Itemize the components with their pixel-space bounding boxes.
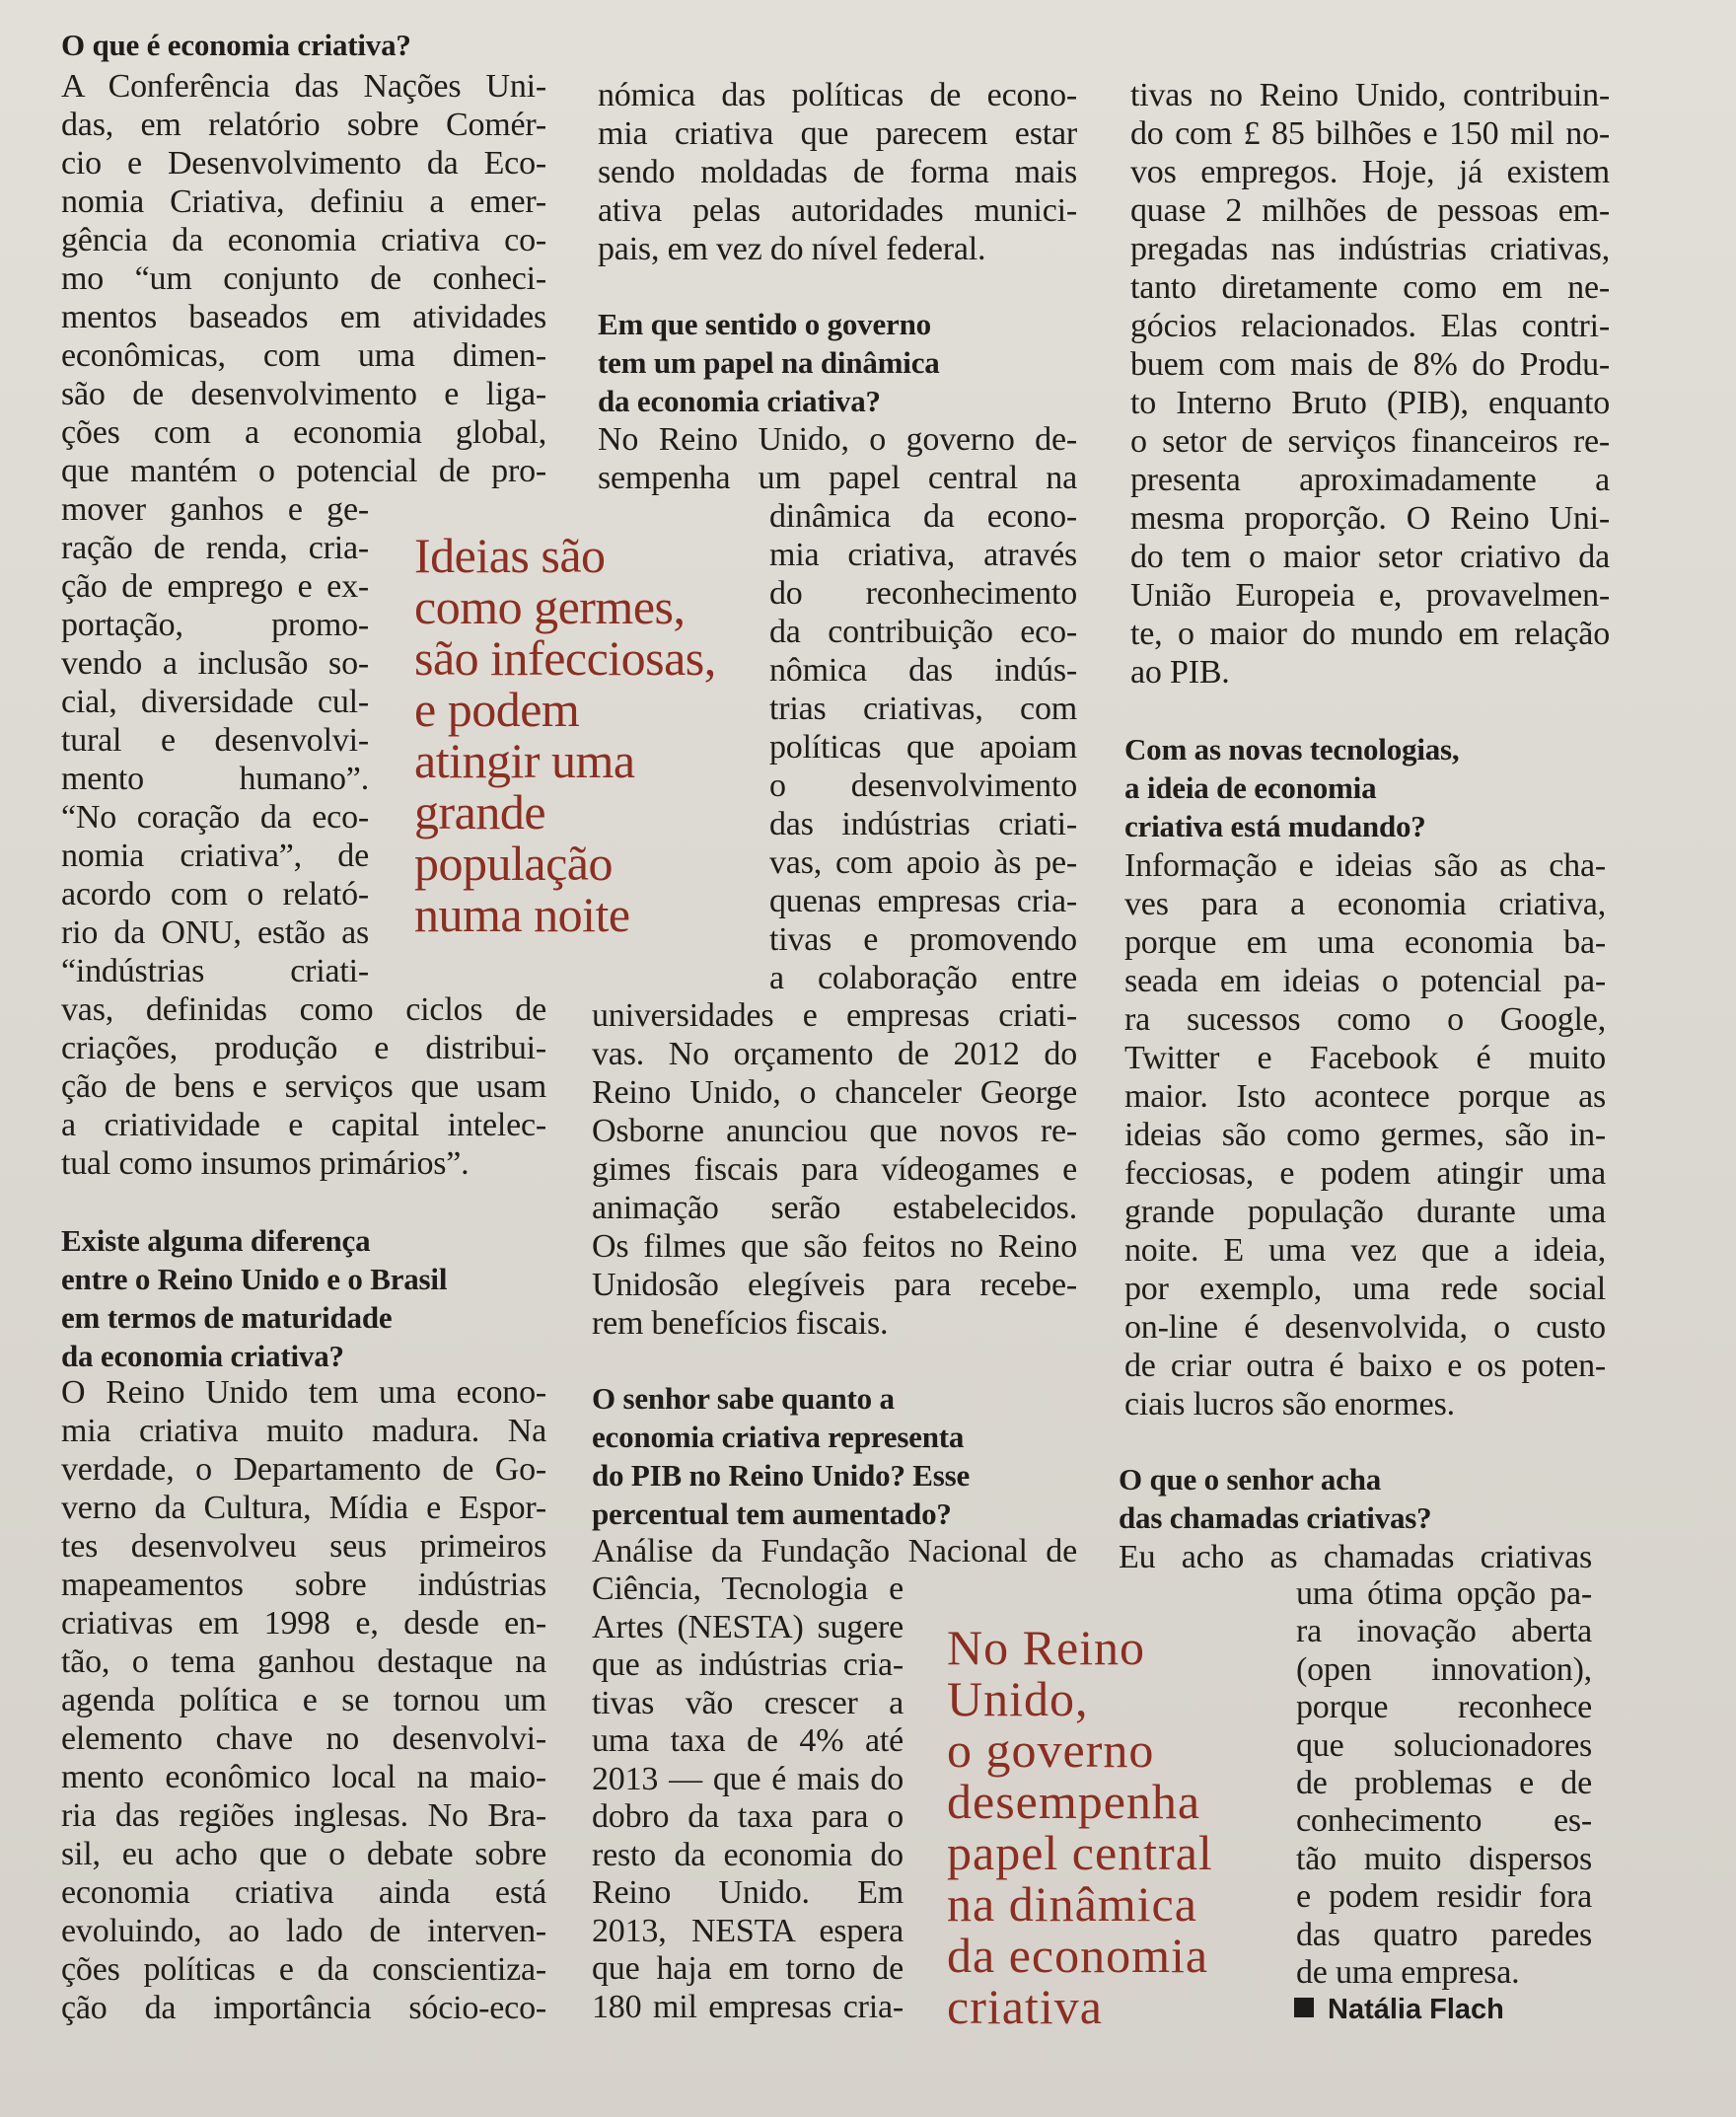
text-line: políticas que apoiam	[769, 729, 1077, 766]
square-bullet-icon	[1294, 1998, 1314, 2017]
text-line: gócios relacionados. Elas contri-	[1130, 308, 1610, 344]
pull-quote-line: o governo	[947, 1722, 1155, 1778]
text-line: O Reino Unido tem uma econo-	[61, 1374, 546, 1411]
text-line: trias criativas, com	[769, 691, 1077, 727]
text-line: buem com mais de 8% do Produ-	[1130, 346, 1610, 383]
text-line: do tem o maior setor criativo da	[1130, 539, 1610, 575]
text-line: das indústrias criati-	[769, 806, 1077, 842]
text-line: são de desenvolvimento e liga-	[61, 376, 546, 412]
text-line: cio e Desenvolvimento da Eco-	[61, 145, 546, 182]
text-line: ves para a economia criativa,	[1124, 886, 1606, 922]
text-line: de criar outra é baixo e os poten-	[1124, 1348, 1606, 1384]
text-line: Os filmes que são feitos no Reino	[592, 1228, 1077, 1265]
question-heading: a ideia de economia	[1124, 770, 1377, 805]
text-line: ções políticas e da conscientiza-	[61, 1951, 546, 1988]
text-line: o desenvolvimento	[769, 767, 1077, 804]
text-line: ciais lucros são enormes.	[1124, 1386, 1455, 1423]
question-heading: percentual tem aumentado?	[592, 1496, 952, 1531]
text-line: tão muito dispersos	[1296, 1840, 1592, 1877]
text-line: tão, o tema ganhou destaque na	[61, 1643, 546, 1680]
text-line: sendo moldadas de forma mais	[598, 154, 1077, 190]
pull-quote-line: na dinâmica	[947, 1876, 1197, 1932]
question-heading: tem um papel na dinâmica	[598, 345, 940, 380]
text-line: porque reconhece	[1296, 1689, 1592, 1726]
text-line: quenas empresas cria-	[769, 883, 1077, 919]
text-line: dobro da taxa para o	[592, 1798, 904, 1835]
text-line: 2013 — que é mais do	[592, 1760, 904, 1797]
pull-quote-line: população	[414, 836, 613, 891]
question-heading: das chamadas criativas?	[1119, 1500, 1432, 1535]
pull-quote-line: grande	[414, 784, 546, 840]
text-line: tural e desenvolvi-	[61, 722, 369, 759]
question-heading: economia criativa representa	[592, 1420, 965, 1454]
text-line: ção de emprego e ex-	[61, 568, 369, 605]
pull-quote-line: desempenha	[947, 1774, 1201, 1829]
text-line: “indústrias criati-	[61, 953, 369, 989]
text-line: evoluindo, ao lado de interven-	[61, 1913, 546, 1949]
text-line: Ciência, Tecnologia e	[592, 1570, 904, 1607]
text-line: Reino Unido. Em	[592, 1874, 904, 1911]
text-line: te, o maior do mundo em relação	[1130, 616, 1610, 652]
text-line: vas. No orçamento de 2012 do	[592, 1036, 1077, 1072]
pull-quote-line: Ideias são	[414, 528, 606, 583]
text-line: econômicas, com uma dimen-	[61, 337, 546, 374]
text-line: animação serão estabelecidos.	[592, 1190, 1077, 1226]
pull-quote-line: atingir uma	[414, 733, 635, 788]
text-line: que solucionadores	[1296, 1726, 1592, 1764]
text-line: uma taxa de 4% até	[592, 1722, 904, 1759]
pull-quote-line: Unido,	[947, 1671, 1089, 1726]
text-line: rem benefícios fiscais.	[592, 1305, 889, 1342]
text-line: do reconhecimento	[769, 575, 1077, 612]
text-line: ativa pelas autoridades munici-	[598, 192, 1077, 229]
text-line: mentos baseados em atividades	[61, 299, 546, 335]
text-line: vas, com apoio às pe-	[769, 844, 1077, 881]
text-line: portação, promo-	[61, 607, 369, 643]
text-line: vas, definidas como ciclos de	[61, 991, 546, 1028]
text-line: da contribuição eco-	[769, 614, 1077, 650]
byline	[1294, 1993, 1504, 2026]
text-line: universidades e empresas criati-	[592, 997, 1077, 1034]
question-heading: Existe alguma diferença	[61, 1223, 371, 1258]
text-line: e podem residir fora	[1296, 1878, 1592, 1916]
text-line: verno da Cultura, Mídia e Espor-	[61, 1490, 546, 1526]
text-line: ideias são como germes, são in-	[1124, 1117, 1606, 1153]
text-line: seada em ideias o potencial pa-	[1124, 963, 1606, 999]
text-line: elemento chave no desenvolvi-	[61, 1720, 546, 1757]
text-line: 180 mil empresas cria-	[592, 1988, 904, 2025]
text-line: fecciosas, e podem atingir uma	[1124, 1155, 1606, 1192]
text-line: das quatro paredes	[1296, 1916, 1592, 1953]
text-line: nómica das políticas de econo-	[598, 77, 1077, 113]
text-line: 2013, NESTA espera	[592, 1912, 904, 1949]
text-line: de uma empresa.	[1296, 1954, 1520, 1991]
question-heading: O que o senhor acha	[1119, 1462, 1382, 1496]
text-line: noite. E uma vez que a ideia,	[1124, 1232, 1606, 1269]
text-line: tanto diretamente como em ne-	[1130, 269, 1610, 306]
text-line: mia criativa que parecem estar	[598, 115, 1077, 152]
question-heading: do PIB no Reino Unido? Esse	[592, 1458, 971, 1493]
pull-quote-line: numa noite	[414, 887, 630, 942]
text-line: mia criativa muito madura. Na	[61, 1413, 546, 1449]
text-line: conhecimento es-	[1296, 1802, 1592, 1840]
text-line: criativas em 1998 e, desde en-	[61, 1605, 546, 1642]
text-line: grande população durante uma	[1124, 1194, 1606, 1230]
text-line: Unidosão elegíveis para recebe-	[592, 1267, 1077, 1303]
text-line: tivas vão crescer a	[592, 1684, 904, 1721]
text-line: dinâmica da econo-	[769, 498, 1077, 535]
text-line: Reino Unido, o chanceler George	[592, 1074, 1077, 1111]
text-line: por exemplo, uma rede social	[1124, 1271, 1606, 1307]
text-line: (open innovation),	[1296, 1650, 1592, 1688]
text-line: A Conferência das Nações Uni-	[61, 68, 546, 105]
text-line: tivas no Reino Unido, contribuin-	[1130, 77, 1610, 113]
text-line: “No coração da eco-	[61, 799, 369, 836]
text-line: ração de renda, cria-	[61, 530, 369, 566]
text-line: a colaboração entre	[769, 960, 1077, 996]
text-line: sempenha um papel central na	[598, 460, 1077, 496]
author-name: Natália Flach	[1328, 1994, 1504, 2025]
text-line: mesma proporção. O Reino Uni-	[1130, 500, 1610, 537]
text-line: Eu acho as chamadas criativas	[1119, 1539, 1592, 1575]
text-line: to Interno Bruto (PIB), enquanto	[1130, 385, 1610, 421]
question-heading: Com as novas tecnologias,	[1124, 732, 1460, 766]
text-line: ria das regiões inglesas. No Bra-	[61, 1797, 546, 1834]
text-line: economia criativa ainda está	[61, 1874, 546, 1911]
text-line: maior. Isto acontece porque as	[1124, 1078, 1606, 1115]
text-line: quase 2 milhões de pessoas em-	[1130, 192, 1610, 229]
question-heading: O que é economia criativa?	[61, 28, 411, 62]
question-heading: da economia criativa?	[598, 384, 881, 418]
text-line: Artes (NESTA) sugere	[592, 1608, 904, 1645]
text-line: tual como insumos primários”.	[61, 1145, 470, 1182]
text-line: Osborne anunciou que novos re-	[592, 1113, 1077, 1149]
text-line: tivas e promovendo	[769, 921, 1077, 958]
text-line: que haja em torno de	[592, 1950, 904, 1987]
text-line: que as indústrias cria-	[592, 1646, 904, 1683]
text-line: cial, diversidade cul-	[61, 684, 369, 720]
text-line: sil, eu acho que o debate sobre	[61, 1836, 546, 1872]
text-line: pais, em vez do nível federal.	[598, 231, 986, 267]
text-line: mover ganhos e ge-	[61, 491, 369, 528]
question-heading: da economia criativa?	[61, 1339, 344, 1373]
text-line: a criatividade e capital intelec-	[61, 1107, 546, 1143]
text-line: ção da importância sócio-eco-	[61, 1990, 546, 2026]
text-line: ra inovação aberta	[1296, 1613, 1592, 1650]
text-line: que mantém o potencial de pro-	[61, 453, 546, 489]
text-line: Twitter e Facebook é muito	[1124, 1040, 1606, 1076]
text-line: gimes fiscais para vídeogames e	[592, 1151, 1077, 1188]
pull-quote-line: No Reino	[947, 1620, 1146, 1675]
question-heading: Em que sentido o governo	[598, 307, 931, 341]
text-line: resto da economia do	[592, 1836, 904, 1873]
text-line: nomia criativa”, de	[61, 838, 369, 874]
text-line: ções com a economia global,	[61, 414, 546, 451]
text-line: presenta aproximadamente a	[1130, 462, 1610, 498]
text-line: o setor de serviços financeiros re-	[1130, 423, 1610, 460]
text-line: acordo com o relató-	[61, 876, 369, 912]
text-line: pregadas nas indústrias criativas,	[1130, 231, 1610, 267]
pull-quote-line: como germes,	[414, 579, 686, 634]
text-line: mento humano”.	[61, 761, 369, 797]
text-line: ra sucessos como o Google,	[1124, 1001, 1606, 1038]
question-heading: O senhor sabe quanto a	[592, 1381, 895, 1416]
text-line: vendo a inclusão so-	[61, 645, 369, 682]
text-line: nômica das indús-	[769, 652, 1077, 689]
text-line: Informação e ideias são as cha-	[1124, 847, 1606, 884]
text-line: tes desenvolveu seus primeiros	[61, 1528, 546, 1565]
text-line: vos empregos. Hoje, já existem	[1130, 154, 1610, 190]
pull-quote-line: e podem	[414, 682, 580, 737]
text-line: nomia Criativa, definiu a emer-	[61, 183, 546, 220]
text-line: mapeamentos sobre indústrias	[61, 1567, 546, 1603]
text-line: uma ótima opção pa-	[1296, 1575, 1592, 1612]
text-line: mo “um conjunto de conheci-	[61, 260, 546, 297]
text-line: agenda política e se tornou um	[61, 1682, 546, 1718]
question-heading: entre o Reino Unido e o Brasil	[61, 1262, 448, 1296]
text-line: gência da economia criativa co-	[61, 222, 546, 258]
question-heading: em termos de maturidade	[61, 1300, 393, 1335]
text-line: criações, produção e distribui-	[61, 1030, 546, 1066]
text-line: mento econômico local na maio-	[61, 1759, 546, 1795]
pull-quote-line: da economia	[947, 1928, 1209, 1983]
text-line: verdade, o Departamento de Go-	[61, 1451, 546, 1488]
text-line: União Europeia e, provavelmen-	[1130, 577, 1610, 614]
pull-quote-line: são infecciosas,	[414, 630, 716, 686]
text-line: on-line é desenvolvida, o custo	[1124, 1309, 1606, 1346]
text-line: do com £ 85 bilhões e 150 mil no-	[1130, 115, 1610, 152]
text-line: porque em uma economia ba-	[1124, 924, 1606, 961]
text-line: ao PIB.	[1130, 654, 1230, 691]
text-line: ção de bens e serviços que usam	[61, 1068, 546, 1105]
question-heading: criativa está mudando?	[1124, 809, 1426, 843]
text-line: Análise da Fundação Nacional de	[592, 1533, 1077, 1570]
text-line: das, em relatório sobre Comér-	[61, 107, 546, 143]
pull-quote-line: criativa	[947, 1979, 1103, 2034]
text-line: rio da ONU, estão as	[61, 914, 369, 951]
pull-quote-line: papel central	[947, 1825, 1213, 1880]
text-line: mia criativa, através	[769, 537, 1077, 573]
text-line: No Reino Unido, o governo de-	[598, 421, 1077, 458]
text-line: de problemas e de	[1296, 1765, 1592, 1801]
